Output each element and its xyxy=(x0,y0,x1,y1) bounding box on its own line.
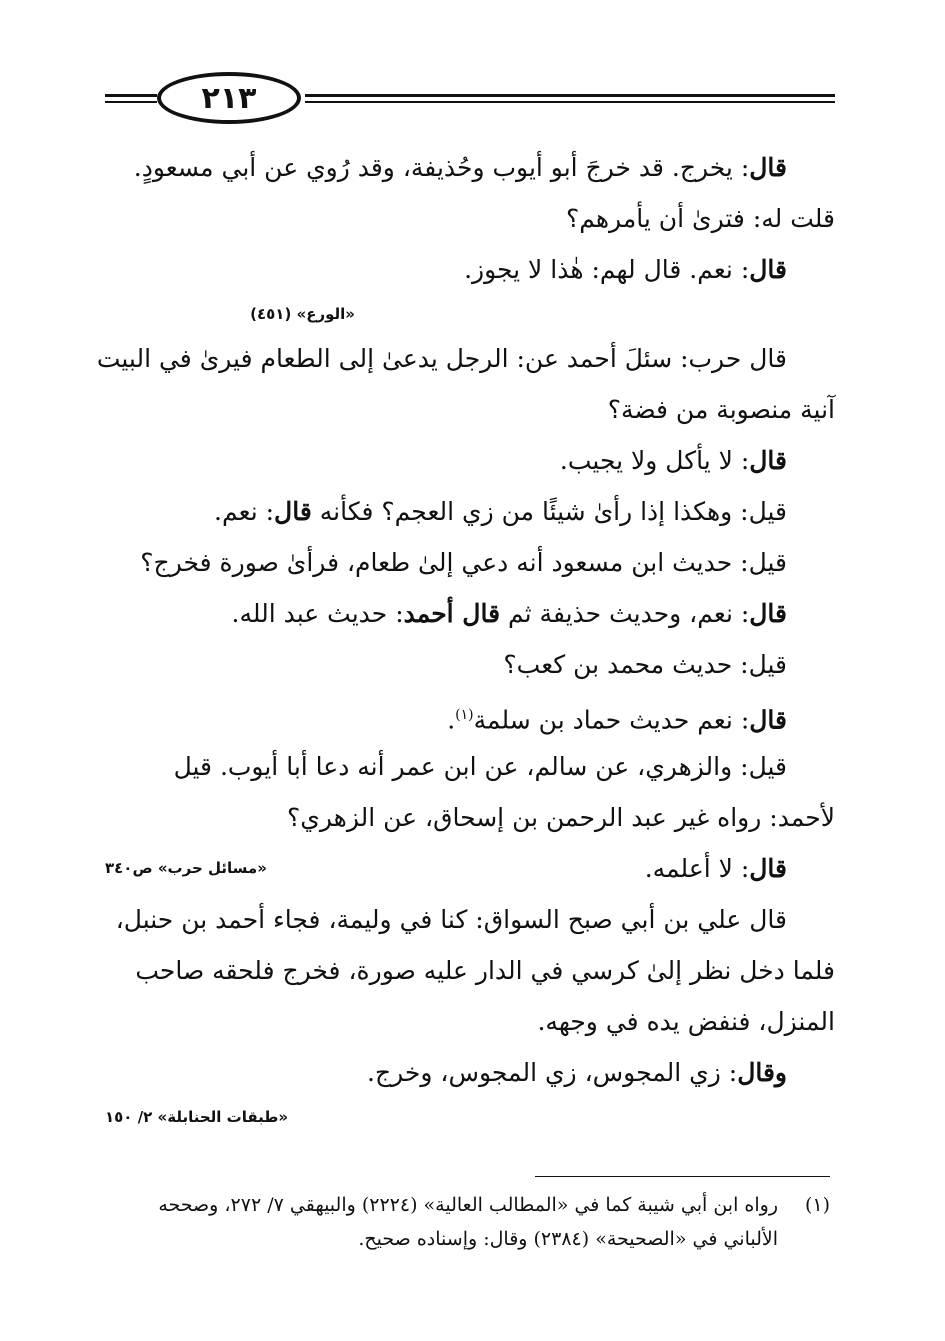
text-line xyxy=(105,945,835,996)
page-number: ٢١٣ xyxy=(157,72,301,124)
page-header xyxy=(105,70,835,130)
header-rule xyxy=(105,101,157,103)
keyword: قال xyxy=(749,153,787,182)
footnote-separator xyxy=(535,1176,830,1177)
text-line xyxy=(105,639,835,690)
line-text: . xyxy=(447,705,456,735)
keyword: قال xyxy=(749,854,787,883)
source-citation: «الورع» (٤٥١) xyxy=(250,305,355,323)
footnote-number: (١) xyxy=(804,1194,830,1216)
text-line xyxy=(105,741,835,792)
text-line xyxy=(105,588,835,639)
text-line xyxy=(105,193,835,244)
keyword: قال xyxy=(274,497,312,526)
text-line xyxy=(105,244,835,295)
line-text: : لا يأكل ولا يجيب. xyxy=(559,446,750,475)
line-text: : نعم. xyxy=(214,497,275,526)
text-line xyxy=(105,690,835,741)
text-line xyxy=(96,333,835,384)
text-line xyxy=(105,843,835,894)
footnote xyxy=(105,1222,830,1256)
keyword: قال xyxy=(749,599,787,628)
header-rule xyxy=(305,94,835,97)
line-text: : نعم، وحديث حذيفة ثم xyxy=(500,599,750,628)
line-text: : نعم. قال لهم: هٰذا لا يجوز. xyxy=(464,255,750,284)
line-text: : لا أعلمه. xyxy=(644,854,750,883)
text-line xyxy=(105,435,835,486)
source-citation: «مسائل حرب» ص٣٤٠ xyxy=(105,859,267,877)
line-text: فلما دخل نظر إلىٰ كرسي في الدار عليه صورة، فخرج فلحقه صاحب xyxy=(135,956,835,985)
line-text: قيل: والزهري، عن سالم، عن ابن عمر أنه دعا أبا أيوب. قيل xyxy=(173,752,787,781)
line-text: : حديث عبد الله. xyxy=(231,599,404,628)
line-text: قلت له: فترىٰ أن يأمرهم؟ xyxy=(565,204,835,233)
footnote-text: رواه ابن أبي شيبة كما في «المطالب العالية» (٢٢٢٤) والبيهقي ٧/ ٢٧٢، وصححه xyxy=(158,1194,778,1216)
text-line xyxy=(105,996,835,1047)
line-text: قيل: حديث ابن مسعود أنه دعي إلىٰ طعام، فرأىٰ صورة فخرج؟ xyxy=(140,548,787,577)
main-text xyxy=(96,142,835,1136)
line-text: قيل: وهكذا إذا رأىٰ شيئًا من زي العجم؟ فكأنه xyxy=(311,497,787,526)
keyword: قال أحمد xyxy=(403,599,501,628)
keyword: قال xyxy=(749,705,787,735)
line-text: قال حرب: سئلَ أحمد عن: الرجل يدعىٰ إلى الطعام فيرىٰ في البيت xyxy=(96,344,787,373)
text-line xyxy=(105,1047,835,1098)
line-text: قيل: حديث محمد بن كعب؟ xyxy=(503,650,787,679)
text-line xyxy=(105,894,835,945)
text-line xyxy=(105,486,835,537)
header-rule xyxy=(105,94,157,97)
keyword: قال xyxy=(749,446,787,475)
text-line xyxy=(105,384,835,435)
header-rule xyxy=(305,101,835,103)
text-line xyxy=(105,537,835,588)
footnote-text: الألباني في «الصحيحة» (٢٣٨٤) وقال: وإسناده صحيح. xyxy=(358,1228,778,1250)
line-text: المنزل، فنفض يده في وجهه. xyxy=(537,1007,835,1036)
keyword: قال xyxy=(749,255,787,284)
line-text: : يخرج. قد خرجَ أبو أيوب وحُذيفة، وقد رُوي عن أبي مسعودٍ. xyxy=(133,153,750,182)
line-text: : نعم حديث حماد بن سلمة xyxy=(473,705,750,735)
footnotes xyxy=(105,1188,830,1256)
line-text: : زي المجوس، زي المجوس، وخرج. xyxy=(367,1058,738,1087)
source-citation: «طبقات الحنابلة» ٢/ ١٥٠ xyxy=(105,1108,289,1126)
footnote-ref[interactable]: (١) xyxy=(455,707,474,723)
footnote xyxy=(105,1188,830,1222)
keyword: وقال xyxy=(737,1058,787,1087)
line-text: لأحمد: رواه غير عبد الرحمن بن إسحاق، عن الزهري؟ xyxy=(287,803,835,832)
line-text: آنية منصوبة من فضة؟ xyxy=(607,395,835,424)
line-text: قال علي بن أبي صبح السواق: كنا في وليمة، فجاء أحمد بن حنبل، xyxy=(115,905,787,934)
text-line xyxy=(105,792,835,843)
text-line xyxy=(105,142,835,193)
